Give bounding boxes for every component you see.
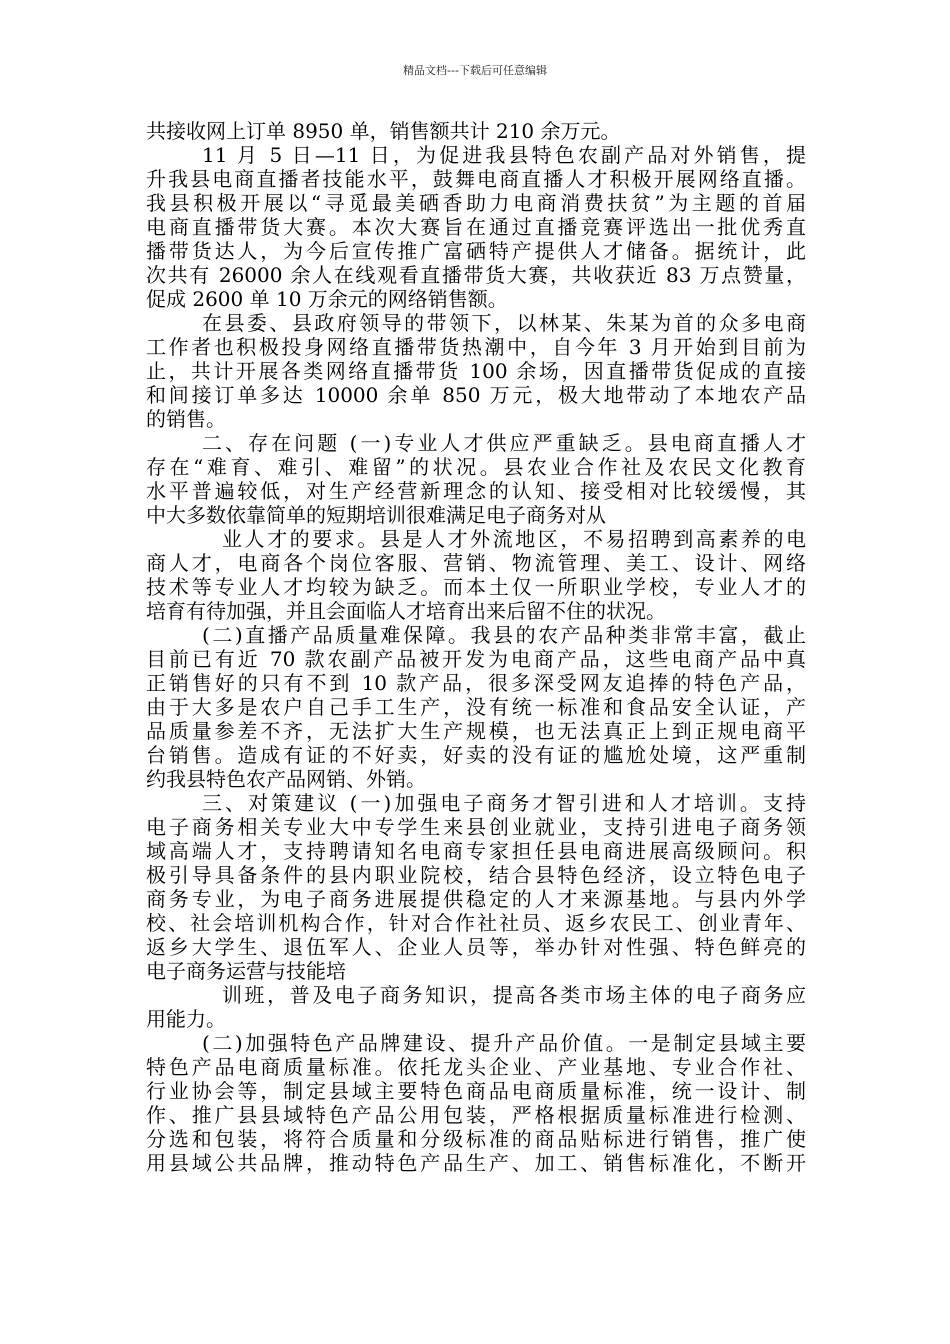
text-line: 止，共计开展各类网络直播带货 100 余场，因直播带货促成的直接 — [146, 359, 806, 383]
text-line: 作、推广县县域特色产品公用包装，严格根据质量标准进行检测、 — [146, 1103, 806, 1127]
text-line: 业人才的要求。县是人才外流地区，不易招聘到高素养的电 — [222, 527, 806, 551]
text-line: 中大多数依靠简单的短期培训很难满足电子商务对从 — [146, 503, 606, 527]
text-line: 用县域公共品牌，推动特色产品生产、加工、销售标准化，不断开 — [146, 1151, 806, 1175]
text-line: 用能力。 — [146, 1007, 226, 1031]
text-line: 电商直播带货大赛。本次大赛旨在通过直播竞赛评选出一批优秀直 — [146, 215, 806, 239]
text-line: 由于大多是农户自己手工生产，没有统一标准和食品安全认证，产 — [146, 695, 806, 719]
text-line: 和间接订单多达 10000 余单 850 万元，极大地带动了本地农产品 — [146, 383, 806, 407]
text-line: (二)加强特色产品牌建设、提升产品价值。一是制定县域主要 — [202, 1031, 806, 1055]
page-header: 精品文档---下载后可任意编辑 — [403, 64, 547, 77]
text-line: 我县积极开展以“寻觅最美硒香助力电商消费扶贫”为主题的首届 — [146, 191, 806, 215]
text-line: 商人才，电商各个岗位客服、营销、物流管理、美工、设计、网络 — [146, 551, 806, 575]
text-line: 在县委、县政府领导的带领下，以林某、朱某为首的众多电商 — [202, 311, 806, 335]
document-body — [146, 119, 806, 1175]
text-line: 正销售好的只有不到 10 款产品，很多深受网友追捧的特色产品， — [146, 671, 806, 695]
text-line: 次共有 26000 余人在线观看直播带货大赛，共收获近 83 万点赞量， — [146, 263, 806, 287]
text-line: 升我县电商直播者技能水平，鼓舞电商直播人才积极开展网络直播。 — [146, 167, 806, 191]
text-line: 共接收网上订单 8950 单，销售额共计 210 余万元。 — [146, 119, 621, 143]
text-line: 促成 2600 单 10 万余元的网络销售额。 — [146, 287, 508, 311]
text-line: 目前已有近 70 款农副产品被开发为电商产品，这些电商产品中真 — [146, 647, 806, 671]
text-line: 域高端人才，支持聘请知名电商专家担任县电商进展高级顾问。积 — [146, 839, 806, 863]
text-line: 电子商务运营与技能培 — [146, 959, 346, 983]
text-line: 品质量参差不齐，无法扩大生产规模，也无法真正上到正规电商平 — [146, 719, 806, 743]
text-line: 播带货达人，为今后宣传推广富硒特产提供人才储备。据统计，此 — [146, 239, 806, 263]
text-line: 的销售。 — [146, 407, 226, 431]
text-line: 商务专业，为电子商务进展提供稳定的人才来源基地。与县内外学 — [146, 887, 806, 911]
text-line: 返乡大学生、退伍军人、企业人员等，举办针对性强、特色鲜亮的 — [146, 935, 806, 959]
text-line: 二、存在问题 (一)专业人才供应严重缺乏。县电商直播人才 — [202, 431, 806, 455]
text-line: 培育有待加强，并且会面临人才培育出来后留不住的状况。 — [146, 599, 666, 623]
text-line: 台销售。造成有证的不好卖，好卖的没有证的尴尬处境，这严重制 — [146, 743, 806, 767]
text-line: 行业协会等，制定县域主要特色商品电商质量标准，统一设计、制 — [146, 1079, 806, 1103]
text-line: 技术等专业人才均较为缺乏。而本土仅一所职业学校，专业人才的 — [146, 575, 806, 599]
text-line: 电子商务相关专业大中专学生来县创业就业，支持引进电子商务领 — [146, 815, 806, 839]
text-line: 11 月 5 日—11 日，为促进我县特色农副产品对外销售，提 — [202, 143, 806, 167]
text-line: (二)直播产品质量难保障。我县的农产品种类非常丰富，截止 — [202, 623, 806, 647]
text-line: 特色产品电商质量标准。依托龙头企业、产业基地、专业合作社、 — [146, 1055, 806, 1079]
text-line: 训班，普及电子商务知识，提高各类市场主体的电子商务应 — [222, 983, 806, 1007]
text-line: 工作者也积极投身网络直播带货热潮中，自今年 3 月开始到目前为 — [146, 335, 806, 359]
text-line: 校、社会培训机构合作，针对合作社社员、返乡农民工、创业青年、 — [146, 911, 806, 935]
text-line: 存在“难育、难引、难留”的状况。县农业合作社及农民文化教育 — [146, 455, 806, 479]
text-line: 三、对策建议 (一)加强电子商务才智引进和人才培训。支持 — [202, 791, 806, 815]
text-line: 水平普遍较低，对生产经营新理念的认知、接受相对比较缓慢，其 — [146, 479, 806, 503]
text-line: 约我县特色农产品网销、外销。 — [146, 767, 426, 791]
text-line: 分选和包装，将符合质量和分级标准的商品贴标进行销售，推广使 — [146, 1127, 806, 1151]
text-line: 极引导具备条件的县内职业院校，结合县特色经济，设立特色电子 — [146, 863, 806, 887]
